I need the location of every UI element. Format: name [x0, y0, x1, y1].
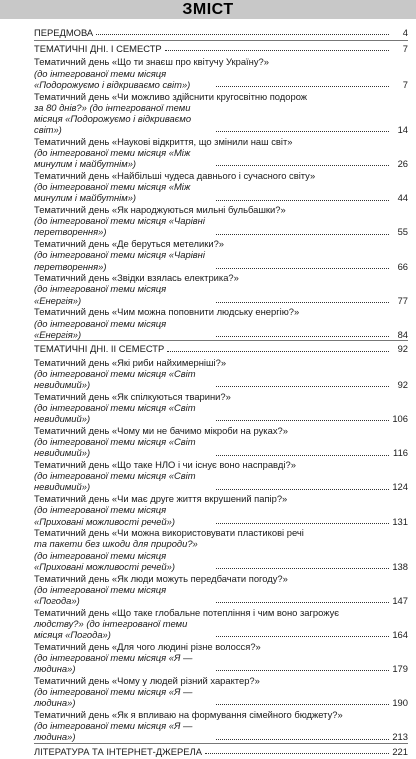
entry-title: Тематичний день «Чи має друге життя вкрушений папір?»	[34, 493, 288, 505]
entry-page: 138	[392, 560, 408, 572]
entry-theme: (до інтегрованої теми місяця «Приховані можливості речей»)	[34, 504, 175, 527]
dot-leader	[216, 454, 389, 456]
literature-page: 221	[392, 746, 408, 758]
entry-theme: (до інтегрованої теми місяця «Я — людина»)	[34, 720, 193, 743]
entry-title: Тематичний день «Для чого людині різне волосся?»	[34, 640, 261, 652]
toc-entry[interactable]	[34, 306, 408, 340]
entry-page: 124	[392, 481, 408, 493]
entry-page: 84	[397, 328, 408, 340]
entry-title: Тематичний день «Чи можна використовувати пластикові речі	[34, 527, 304, 539]
entry-page: 190	[392, 697, 408, 709]
entry-theme: (до інтегрованої теми місяця «Я — людина»)	[34, 686, 193, 709]
entry-title: Тематичний день «Що таке НЛО і чи існує воно насправді?»	[34, 459, 296, 471]
entry-title: Тематичний день «Наукові відкриття, що змінили наш світ»	[34, 135, 293, 147]
entry-title: Тематичний день «Що таке глобальне потепління і чим воно загрожує	[34, 606, 340, 618]
entry-title: Тематичний день «Як люди можуть передбачати погоду?»	[34, 572, 288, 584]
semester-2-entries	[34, 357, 408, 743]
semester-1-page: 7	[402, 43, 408, 55]
entry-title: Тематичний день «Чому у людей різний характер?»	[34, 674, 260, 686]
toc-entry[interactable]	[34, 238, 408, 272]
dot-leader	[216, 669, 389, 671]
dot-leader	[216, 130, 389, 132]
entry-page: 92	[397, 379, 408, 391]
toc-entry[interactable]	[34, 641, 408, 675]
entry-page: 179	[392, 663, 408, 675]
entry-page: 14	[397, 124, 408, 136]
semester-1-entries	[34, 56, 408, 340]
toc-literature[interactable]	[34, 746, 408, 759]
entry-page: 106	[392, 413, 408, 425]
entry-title: Тематичний день «Що ти знаєш про квітучу Україну?»	[34, 56, 269, 68]
dot-leader	[216, 635, 389, 637]
entry-page: 55	[397, 226, 408, 238]
dot-leader	[216, 301, 389, 303]
dot-leader	[216, 335, 389, 337]
entry-page: 44	[397, 192, 408, 204]
dot-leader	[216, 703, 389, 705]
entry-theme: (до інтегрованої теми місяця «Чарівні перетворення»)	[34, 249, 205, 272]
dot-leader	[216, 267, 389, 269]
divider	[34, 40, 408, 41]
toc-entry[interactable]	[34, 204, 408, 238]
dot-leader	[216, 85, 389, 87]
entry-page: 26	[397, 158, 408, 170]
dot-leader	[216, 385, 389, 387]
entry-theme: (до інтегрованої теми місяця «Світ невидимий»)	[34, 436, 196, 459]
entry-title: Тематичний день «Де беруться метелики?»	[34, 238, 225, 250]
dot-leader	[216, 488, 389, 490]
entry-theme: (до інтегрованої теми місяця «Між минулим і майбутнім»)	[34, 147, 191, 170]
toc-entry[interactable]	[34, 527, 408, 572]
toc-preface[interactable]	[34, 27, 408, 41]
entry-theme: (до інтегрованої теми місяця «Світ невидимий»)	[34, 367, 196, 391]
entry-theme: (до інтегрованої теми місяця «Енергія»)	[34, 317, 167, 340]
entry-title: Тематичний день «Як народжуються мильні бульбашки?»	[34, 204, 286, 216]
entry-title: Тематичний день «Як спілкуються тварини?»	[34, 390, 231, 402]
entry-theme: (до інтегрованої теми місяця «Між минулим і майбутнім»)	[34, 181, 191, 204]
toc-entry[interactable]	[34, 56, 408, 90]
entry-theme: (до інтегрованої теми місяця «Енергія»)	[34, 283, 167, 306]
dot-leader	[165, 49, 389, 51]
entry-page: 213	[392, 731, 408, 743]
entry-theme: (до інтегрованої теми місяця «Світ невидимий»)	[34, 470, 196, 493]
toc-entry[interactable]	[34, 607, 408, 641]
entry-theme: людству?» (до інтегрованої теми місяця «Погода»)	[34, 617, 188, 641]
toc-semester-1[interactable]	[34, 43, 408, 56]
table-of-contents	[34, 25, 408, 759]
toc-entry[interactable]	[34, 136, 408, 170]
entry-title: Тематичний день «Чи можливо здійснити кругосвітню подорож	[34, 90, 308, 102]
entry-title: Тематичний день «Чому ми не бачимо мікроби на руках?»	[34, 424, 288, 436]
dot-leader	[216, 199, 389, 201]
dot-leader	[216, 522, 389, 524]
toc-entry[interactable]	[34, 391, 408, 425]
entry-theme: (до інтегрованої теми місяця «Я — людина»)	[34, 651, 193, 675]
preface-label: ПЕРЕДМОВА	[34, 27, 94, 38]
entry-theme: та пакети без шкоди для природи?» (до інтегрованої теми місяця «Приховані можливості речей»)	[34, 538, 198, 572]
entry-theme: (до інтегрованої теми місяця «Чарівні перетворення»)	[34, 215, 205, 238]
dot-leader	[205, 752, 389, 754]
entry-page: 77	[397, 294, 408, 306]
entry-title: Тематичний день «Чим можна поповнити людську енергію?»	[34, 306, 300, 318]
toc-entry[interactable]	[34, 675, 408, 709]
toc-semester-2[interactable]	[34, 343, 408, 356]
entry-page: 164	[392, 629, 408, 641]
literature-label: ЛІТЕРАТУРА ТА ІНТЕРНЕТ-ДЖЕРЕЛА	[34, 746, 202, 758]
dot-leader	[216, 567, 389, 569]
entry-page: 116	[393, 447, 408, 459]
divider	[34, 340, 408, 341]
divider	[34, 743, 408, 744]
dot-leader	[216, 233, 389, 235]
toc-entry[interactable]	[34, 91, 408, 136]
toc-entry[interactable]	[34, 425, 408, 459]
entry-title: Тематичний день «Які риби найхимерніші?»	[34, 356, 227, 368]
entry-theme: за 80 днів?» (до інтегрованої теми місяця «Подорожуємо і відкриваємо світ»)	[34, 101, 192, 136]
semester-2-page: 92	[397, 343, 408, 355]
preface-page: 4	[402, 27, 408, 38]
toc-entry[interactable]	[34, 272, 408, 306]
toc-entry[interactable]	[34, 709, 408, 743]
dot-leader	[216, 419, 389, 421]
entry-title: Тематичний день «Найбільші чудеса давнього і сучасного світу»	[34, 169, 316, 181]
dot-leader	[216, 738, 389, 740]
toc-entry[interactable]	[34, 170, 408, 204]
entry-title: Тематичний день «Звідки взялась електрика?»	[34, 272, 239, 284]
entry-theme: (до інтегрованої теми місяця «Погода»)	[34, 583, 167, 606]
page-title: ЗМІСТ	[182, 1, 234, 18]
dot-leader	[216, 601, 389, 603]
entry-theme: (до інтегрованої теми місяця «Світ невидимий»)	[34, 402, 196, 425]
dot-leader	[216, 164, 389, 166]
toc-entry[interactable]	[34, 493, 408, 527]
toc-entry[interactable]	[34, 357, 408, 391]
entry-title: Тематичний день «Як я впливаю на формування сімейного бюджету?»	[34, 708, 343, 720]
toc-entry[interactable]	[34, 573, 408, 607]
entry-theme: (до інтегрованої теми місяця «Подорожуємо і відкриваємо світ»)	[34, 67, 191, 90]
toc-entry[interactable]	[34, 459, 408, 493]
dot-leader	[167, 350, 389, 352]
entry-page: 7	[402, 78, 408, 90]
entry-page: 66	[397, 260, 408, 272]
entry-page: 131	[392, 515, 408, 527]
semester-1-label: ТЕМАТИЧНІ ДНІ. І СЕМЕСТР	[34, 43, 162, 55]
dot-leader	[96, 33, 389, 35]
entry-page: 147	[392, 594, 408, 606]
semester-2-label: ТЕМАТИЧНІ ДНІ. ІІ СЕМЕСТР	[34, 343, 165, 355]
